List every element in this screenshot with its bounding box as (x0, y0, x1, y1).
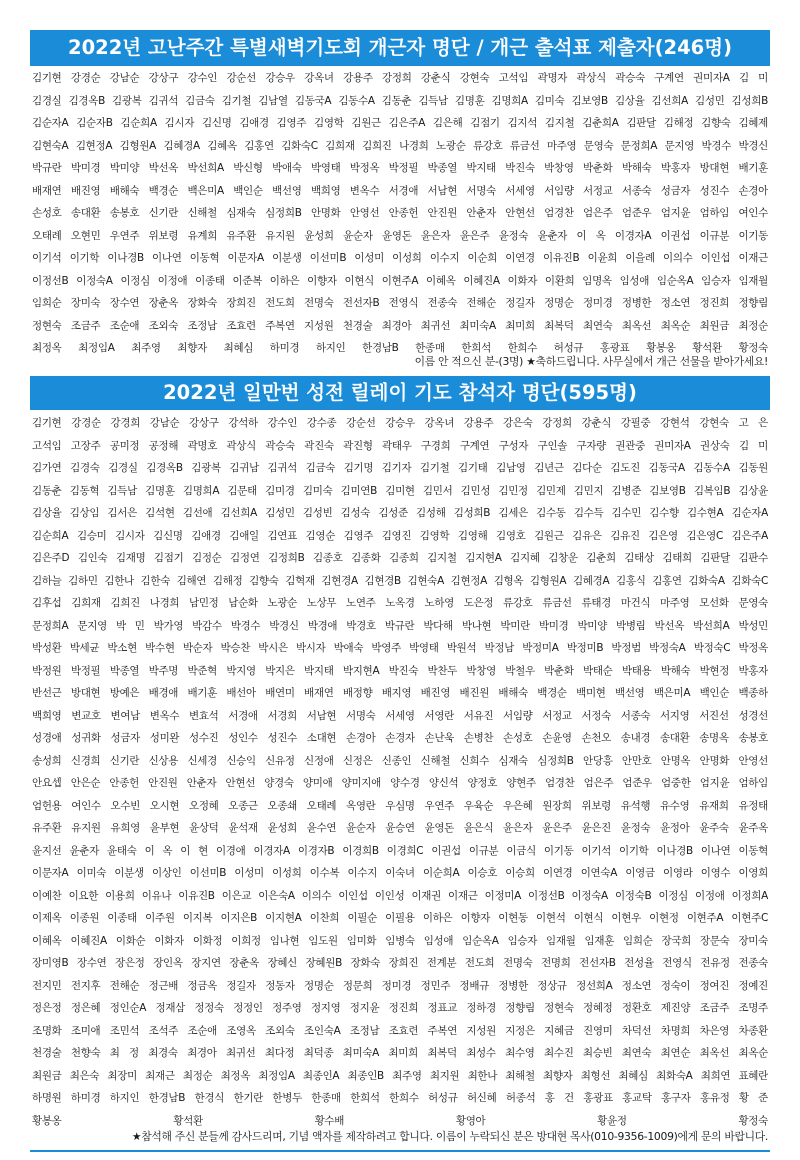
name-list-line: 이제옥 이종원 이종태 이주원 이지복 이지은B 이지현A 이찬희 이필순 이필용 이하은 이향자 이현동 이현석 이현식 이현우 이현정 이현주A 이현주C (32, 912, 768, 924)
name-list-line: 김은주D 김인숙 김재명 김점기 김정순 김정연 김정희B 김종호 김종화 김종희 김지철 김지현A 김지혜 김창운 김춘희 김태상 김태희 김판달 김판수 (32, 552, 768, 564)
name-list-line: 김상율 김상임 김서은 김석현 김선애 김선희A 김성민 김성빈 김성숙 김성준 김성해 김성희B 김세은 김수동 김수득 김수민 김수향 김수현A 김순자A (32, 507, 768, 519)
bottom-divider (30, 1150, 770, 1152)
name-list-line: 유주환 유지원 유희영 윤부현 윤상덕 윤석재 윤성희 윤수연 윤순자 윤승연 윤영돈 윤은식 윤은자 윤은주 윤은진 윤정숙 윤정아 윤주숙 윤주옥 (32, 822, 768, 834)
name-list-line: 안요셉 안은순 안종헌 안진원 안춘자 안현선 양경숙 양미애 양미지애 양수경 양신석 양정호 양현주 엄경찬 엄은주 엄준우 엄중한 엄지윤 엄하임 (32, 777, 768, 789)
name-list-line: 고석임 고장주 공미정 공정해 곽명호 곽상식 곽승숙 곽진숙 곽진형 곽태우 구경희 구계연 구성자 구인솔 구자량 권관중 권미자A 권상숙 김 미 (32, 439, 768, 452)
name-list-line: 김기현 강경순 강남순 강상구 강수인 강순선 강승우 강옥녀 강용주 강정희 강춘식 강현숙 고석임 곽명자 곽상식 곽승숙 구계연 권미자A 김 미 (32, 72, 768, 84)
name-list-line: 오태례 오현민 우연주 위보령 유계희 유주환 유지원 윤성희 윤순자 윤영돈 윤은자 윤은주 윤정숙 윤춘자 이 옥 이경자A 이권섭 이규분 이기동 (32, 229, 768, 242)
name-list-line: 백희영 변교호 변여남 변옥수 변효석 서경애 서경희 서남현 서명숙 서세영 서영란 서유진 서임량 서정교 서정숙 서종숙 서지영 서진선 성경선 (32, 709, 768, 722)
name-list-line: 손성호 송대환 송봉호 신기란 신해철 심재숙 심정희B 안명화 안영선 안종헌 안진원 안춘자 안현선 엄경찬 엄은주 엄준우 엄지윤 엄하임 여인수 (32, 207, 768, 219)
name-list-line: 전지민 전지후 전해순 정근배 정금옥 정길자 정동자 정명순 정문희 정미경 정민주 정배규 정병한 정상규 정선희A 정소연 정숙이 정여진 정예진 (32, 979, 768, 992)
name-list-line: 김기현 강경순 강경희 강남순 강상구 강석하 강수인 강수종 강순선 강승우 강옥녀 강용주 강은숙 강정희 강춘식 강필중 강현석 강현숙 고 은 (32, 417, 768, 429)
name-list-line: 엄헌용 여인수 오수빈 오시현 오정혜 오종근 오종쇄 오태례 옥영란 우심명 우연주 우육순 우은혜 원장희 위보령 유석행 유수영 유재희 유정태 (32, 799, 768, 812)
name-list-line: 장미영B 장수연 장은정 장인옥 장지연 장춘옥 장혜신 장혜원B 장화숙 장희진 전계분 전도희 전명숙 전명희 전선자B 전성율 전영식 전유정 전종숙 (32, 957, 768, 969)
section2-title: 2022년 일만번 성전 릴레이 기도 참석자 명단(595명) (30, 376, 770, 410)
name-list-line: 박정원 박정필 박종열 박주명 박준혁 박지영 박지은 박지태 박지현A 박진숙 박찬두 박창영 박철우 박춘화 박태순 박태용 박해숙 박현정 박홍자 (32, 664, 768, 677)
name-list-line: 황봉옹 황석환 황수배 황영아 황윤정 황정숙 (32, 1114, 768, 1127)
name-list-line: 송성희 신경희 신기란 신상용 신세경 신승익 신유정 신정애 신정은 신종인 신해철 신희수 심재숙 심정희B 안당흥 안만호 안명옥 안명화 안영선 (32, 754, 768, 767)
name-list-line: 반선근 방대현 방예은 배경애 배기훈 배선아 배연미 배재연 배정향 배지영 배진영 배진원 배해숙 백경순 백미현 백선영 백은미A 백인순 백종하 (32, 687, 768, 699)
name-list-line: 이혜옥 이혜진A 이화순 이화자 이화정 이희정 임나현 임도원 임미화 임병숙 임성애 임순옥A 임승자 임재월 임재훈 임희순 장국희 장문숙 장미숙 (32, 934, 768, 947)
name-list-line: 이예찬 이요한 이용희 이유나 이유진B 이은교 이은숙A 이의수 이인섭 이인성 이재권 이재근 이정미A 이정선B 이정숙A 이정숙B 이정심 이정애 이정희A (32, 889, 768, 902)
name-list-line: 최정옥 최정임A 최주영 최향자 최혜심 하미경 하지인 한경남B 한종매 한희석 한희수 허성규 홍광표 황봉옹 황석환 황정숙 (32, 342, 768, 354)
name-list-line: 최원금 최은숙 최장미 최재근 최정순 최정옥 최정임A 최종인A 최종인B 최주영 최지원 최한나 최해철 최향자 최형선 최혜심 최화숙A 최희연 표혜란 (32, 1069, 768, 1082)
name-list-line: 김하늘 김하민 김한나 김한숙 김해연 김해정 김향숙 김혁재 김현경A 김현경B 김현숙A 김현정A 김형옥 김형원A 김혜경A 김홍식 김홍연 김화숙A 김화숙C (32, 574, 768, 587)
name-list-line: 정현숙 조금주 조순애 조외숙 조정남 조효련 주복연 지성원 천경술 최경아 최귀선 최미숙A 최미희 최복덕 최연숙 최옥선 최옥순 최원금 최정순 (32, 319, 768, 332)
name-list-line: 김순자A 김순자B 김순희A 김시자 김신명 김애경 김영주 김영학 김원근 김은주A 김은해 김점기 김지석 김지철 김춘희A 김판달 김해정 김향숙 김혜제 (32, 117, 768, 129)
section2-note: ★참석해 주신 분들께 감사드리며, 기념 액자를 제작하려고 합니다. 이름이 누락되신 분은 방대현 목사(010-9356-1009)에게 문의 바랍니다. (131, 1130, 768, 1143)
name-list-line: 성경애 성귀화 성금자 성미완 성수진 성인수 성진수 소대현 손경아 손경자 손난욱 손병찬 손성호 손윤영 손천오 송내경 송대환 송명옥 송봉호 (32, 732, 768, 744)
section1-title: 2022년 고난주간 특별새벽기도회 개근자 명단 / 개근 출석표 제출자(246명) (30, 30, 770, 66)
name-list-line: 박규란 박미경 박미양 박선옥 박선희A 박신형 박애숙 박영태 박정옥 박정필 박종열 박지태 박진숙 박창영 박춘화 박해숙 박홍자 방대현 배기훈 (32, 162, 768, 174)
name-list-line: 정은정 정은혜 정인순A 정재삼 정정숙 정정인 정주영 정지영 정지윤 정진희 정표교 정하경 정향림 정현숙 정혜정 정환호 제진양 조금주 조명주 (32, 1002, 768, 1014)
name-list-line: 임희순 장미숙 장수연 장춘옥 장화숙 장희진 전도희 전명숙 전선자B 전영식 전종숙 전해순 정길자 정명순 정미경 정병한 정소연 정진희 정향림 (32, 297, 768, 309)
name-list-line: 박성환 박세균 박소현 박수현 박순자 박승찬 박시은 박시자 박애숙 박영주 박영태 박원석 박정남 박정미A 박정미B 박정범 박정숙A 박정숙C 박정옥 (32, 642, 768, 654)
name-list-line: 이문자A 이미숙 이분생 이상인 이선미B 이성미 이성희 이수복 이수지 이숙녀 이순희A 이승호 이승희 이연경 이연숙A 이영금 이영라 이영수 이영희 (32, 867, 768, 879)
name-list-line: 김후섭 김희재 김희진 나경희 남민정 남순화 노광순 노상무 노연주 노옥경 노하영 도은정 류강호 류금선 류태경 마건식 마주영 모선화 문영숙 (32, 597, 768, 609)
name-list-line: 배재연 배진영 배해숙 백경순 백은미A 백인순 백선영 백희영 변옥수 서경애 서남현 서명숙 서세영 서임량 서정교 서종숙 성금자 성진수 손경아 (32, 184, 768, 197)
name-list-line: 김가연 김경숙 김경실 김경옥B 김광복 김귀남 김귀석 김금숙 김기명 김기자 김기철 김기태 김남영 김년근 김다순 김도진 김동국A 김동수A 김동원 (32, 462, 768, 474)
name-list-line: 하명원 하미경 하지인 한경남B 한경식 한기란 한병두 한종매 한희석 한희수 허성규 허신혜 허종석 홍 건 홍광표 홍교탁 홍구자 홍유정 황 준 (32, 1092, 768, 1104)
name-list-line: 김경실 김경옥B 김광복 김귀석 김금숙 김기철 김남열 김동국A 김동수A 김동춘 김득남 김명훈 김명희A 김미숙 김보영B 김상율 김선희A 김성민 김성희B (32, 94, 768, 107)
section1-name-list (32, 67, 768, 360)
name-list-line: 문정희A 문지영 박 민 박가영 박감수 박경수 박경신 박경애 박경호 박규란 박다해 박나현 박미란 박미경 박미양 박병림 박선옥 박선희A 박성민 (32, 619, 768, 632)
name-list-line: 김순희A 김승미 김시자 김신명 김애경 김애일 김연표 김영순 김영주 김영진 김영학 김영해 김영호 김원근 김유은 김유진 김은영 김은영C 김은주A (32, 529, 768, 542)
name-list-line: 조명화 조미애 조민석 조석주 조순애 조영옥 조외숙 조인숙A 조정남 조효련 주복연 지성원 지정은 지혜금 진영미 차덕선 차명희 차은영 차종환 (32, 1024, 768, 1037)
name-list-line: 김현숙A 김현정A 김형원A 김혜경A 김혜옥 김홍연 김화숙C 김희재 김희진 나경희 노광순 류강호 류금선 마주영 문영숙 문정희A 문지영 박경수 박경신 (32, 139, 768, 152)
name-list-line: 김동춘 김동혁 김득남 김명훈 김명희A 김문태 김미경 김미숙 김미연B 김미현 김민서 김민성 김민정 김민제 김민지 김병준 김보영B 김복임B 김상윤 (32, 484, 768, 497)
name-list-line: 이기석 이기학 이나경B 이나연 이동혁 이문자A 이분생 이선미B 이성미 이성희 이수지 이순희 이연경 이유진B 이윤희 이을례 이의수 이인섭 이재근 (32, 252, 768, 264)
section2-name-list (32, 412, 768, 1132)
name-list-line: 윤지선 윤춘자 윤태숙 이 옥 이 현 이경애 이경자A 이경자B 이경희B 이경희C 이권섭 이규분 이금식 이기동 이기석 이기학 이나경B 이나연 이동혁 (32, 844, 768, 857)
name-list-line: 이정선B 이정숙A 이정심 이정애 이종태 이준복 이하은 이향자 이현식 이현주A 이혜옥 이혜진A 이화자 이환희 임명옥 임성애 임순옥A 임승자 임재월 (32, 274, 768, 287)
section1-note: 이름 안 적으신 분-(3명) ★축하드립니다. 사무실에서 개근 선물을 받아가세요! (414, 355, 768, 368)
name-list-line: 천경술 천향숙 최 정 최경숙 최경아 최귀선 최다정 최덕종 최미숙A 최미희 최복덕 최성수 최수영 최수진 최승빈 최연숙 최연순 최옥선 최옥순 (32, 1047, 768, 1059)
